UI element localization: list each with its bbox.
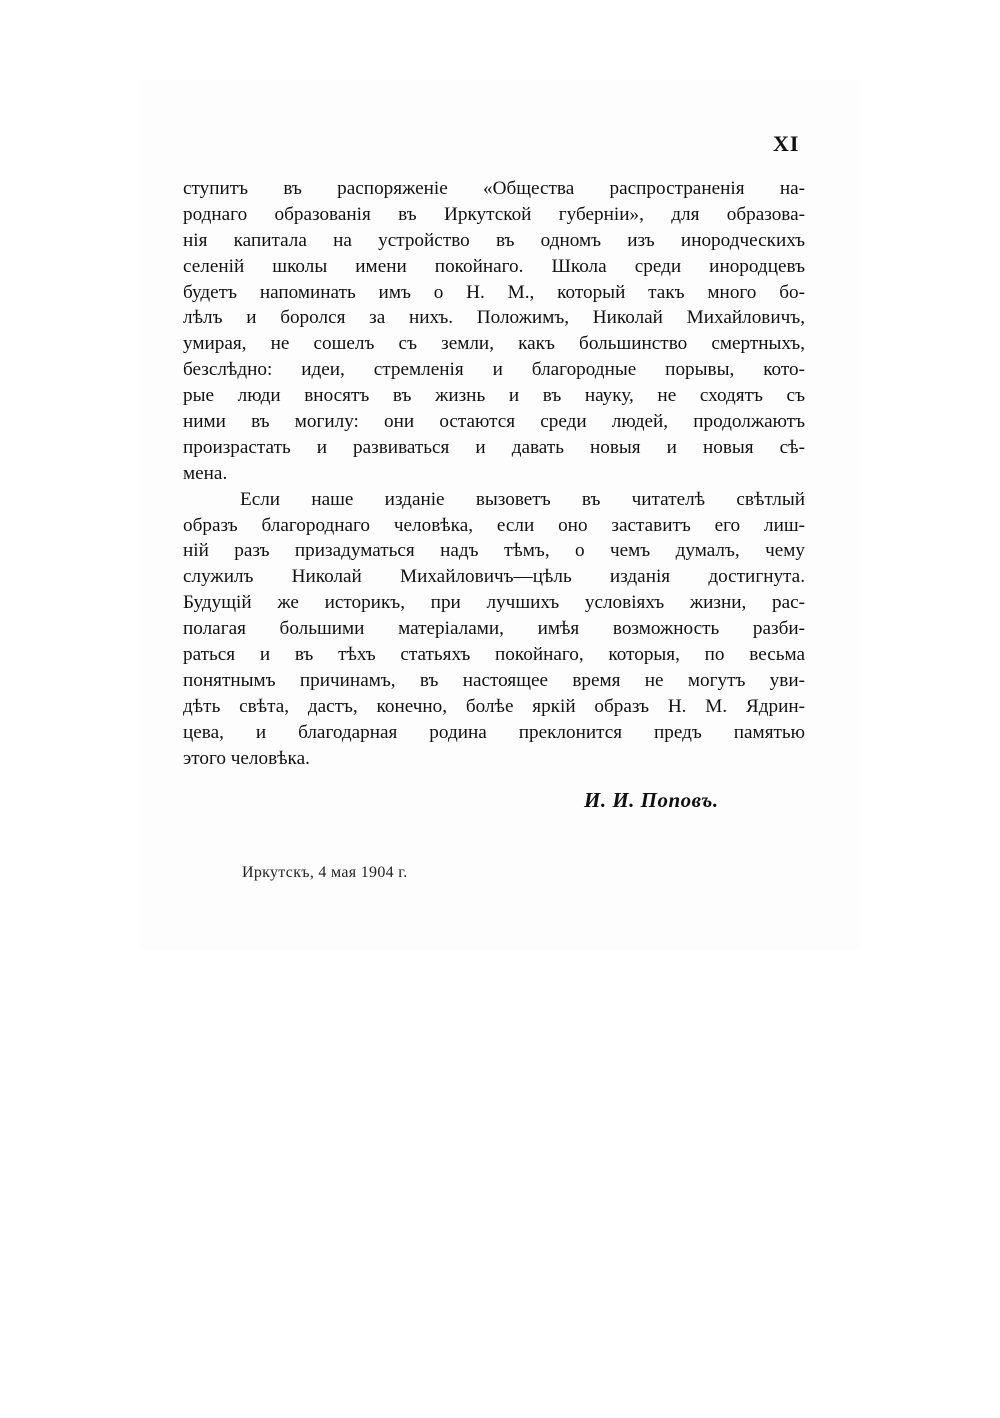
text-line: произрастать и развиваться и давать новыя и новыя сѣ- <box>183 436 805 458</box>
text-line: умирая, не сошелъ съ земли, какъ большинство смертныхъ, <box>183 333 805 355</box>
text-line: ними въ могилу: они остаются среди людей, продолжаютъ <box>183 411 805 433</box>
text-line: Будущій же историкъ, при лучшихъ условіяхъ жизни, рас- <box>183 592 805 614</box>
text-line: дѣть свѣта, дастъ, конечно, болѣе яркій образъ Н. М. Ядрин- <box>183 695 805 717</box>
text-line: образъ благороднаго человѣка, если оно заставитъ его лиш- <box>183 514 805 536</box>
body-text <box>183 176 805 771</box>
text-line: служилъ Николай Михайловичъ—цѣль изданія достигнута. <box>183 566 805 588</box>
page-number: XI <box>773 131 800 156</box>
text-line: лѣлъ и боролся за нихъ. Положимъ, Николай Михайловичъ, <box>183 307 805 329</box>
text-line: цева, и благодарная родина преклонится предъ памятью <box>183 721 805 743</box>
text-line: нія капитала на устройство въ одномъ изъ инородческихъ <box>183 229 805 251</box>
text-line: ній разъ призадуматься надъ тѣмъ, о чемъ думалъ, чему <box>183 540 805 562</box>
paragraph-first-line: Если наше изданіе вызоветъ въ читателѣ свѣтлый <box>240 488 805 510</box>
text-line: селеній школы имени покойнаго. Школа среди инородцевъ <box>183 255 805 277</box>
text-line: раться и въ тѣхъ статьяхъ покойнаго, которыя, по весьма <box>183 644 805 666</box>
text-line: будетъ напоминать имъ о Н. М., который такъ много бо- <box>183 281 805 303</box>
text-line: безслѣдно: идеи, стремленія и благородные порывы, кото- <box>183 359 805 381</box>
text-line: этого человѣка. <box>183 747 310 769</box>
text-line: полагая большими матеріалами, имѣя возможность разби- <box>183 618 805 640</box>
author-signature: И. И. Поповъ. <box>584 788 719 812</box>
text-line: рые люди вносятъ въ жизнь и въ науку, не сходятъ съ <box>183 385 805 407</box>
text-line: понятнымъ причинамъ, въ настоящее время не могутъ уви- <box>183 669 805 691</box>
place-date: Иркутскъ, 4 мая 1904 г. <box>242 864 408 881</box>
text-line: роднаго образованія въ Иркутской губерніи», для образова- <box>183 203 805 225</box>
text-line: мена. <box>183 462 228 484</box>
text-line: ступитъ въ распоряженіе «Общества распространенія на- <box>183 178 805 199</box>
